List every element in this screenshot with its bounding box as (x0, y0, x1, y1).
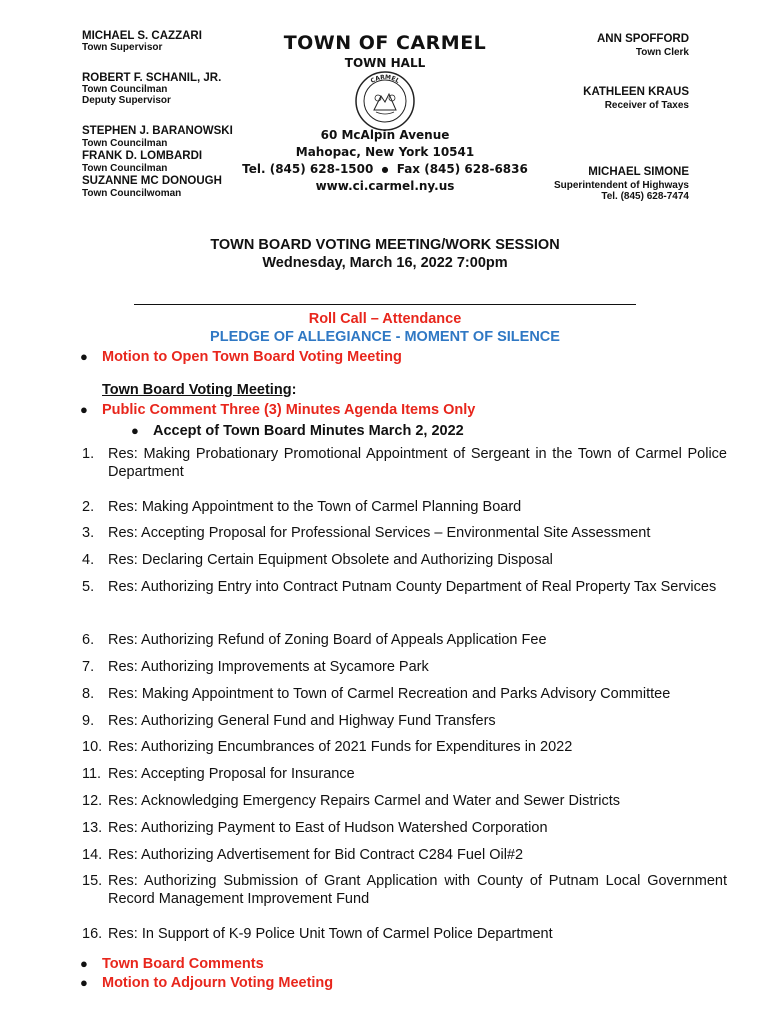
resolution-item (82, 631, 727, 649)
bullet-icon: ● (80, 956, 88, 971)
bullet-icon: ● (80, 349, 88, 364)
section-heading-text: Town Board Voting Meeting (102, 382, 292, 398)
address-line-2: Mahopac, New York 10541 (295, 145, 475, 159)
resolution-text: Res: Authorizing Refund of Zoning Board of Appeals Application Fee (108, 632, 547, 648)
resolution-number: 15. (82, 873, 103, 889)
official-title: Town Councilwoman (82, 187, 182, 199)
adjourn-motion (80, 975, 334, 991)
town-phone: Tel. (845) 628-1500 (242, 162, 374, 176)
meeting-date: Wednesday, March 16, 2022 7:00pm (262, 255, 508, 271)
section-heading-colon: : (291, 382, 297, 398)
resolution-number: 3. (82, 525, 95, 541)
official-name: SUZANNE MC DONOUGH (82, 175, 222, 187)
resolution-number: 16. (82, 926, 103, 942)
official-name: MICHAEL SIMONE (588, 166, 689, 178)
public-comment-text: Public Comment Three (3) Minutes Agenda Items Only (102, 402, 476, 418)
town-website: www.ci.carmel.ny.us (315, 179, 455, 193)
resolution-number: 14. (82, 847, 103, 863)
resolution-item (82, 792, 727, 810)
town-fax: Fax (845) 628-6836 (396, 162, 528, 176)
resolution-text: Res: Acknowledging Emergency Repairs Carmel and Water and Sewer Districts (108, 793, 621, 809)
resolution-item (82, 551, 727, 569)
roll-call: Roll Call – Attendance (308, 311, 462, 327)
resolution-number: 11. (82, 766, 102, 782)
resolution-text: Res: Declaring Certain Equipment Obsolete and Authorizing Disposal (108, 552, 553, 568)
section-heading (102, 382, 296, 398)
open-meeting-motion-text: Motion to Open Town Board Voting Meeting (102, 349, 402, 365)
official-name: MICHAEL S. CAZZARI (82, 30, 202, 42)
adjourn-motion-text: Motion to Adjourn Voting Meeting (102, 975, 334, 991)
seal-emblem (354, 70, 416, 132)
official-title: Town Councilman (82, 137, 168, 149)
official-name: FRANK D. LOMBARDI (82, 150, 203, 162)
resolution-item (82, 524, 727, 542)
resolution-text: Res: Making Probationary Promotional Appointment of Sergeant in the Town of Carmel Police Department (108, 446, 727, 480)
address-line-1: 60 McAlpin Avenue (320, 128, 450, 142)
resolution-item (82, 578, 727, 596)
resolution-text: Res: Accepting Proposal for Professional Services – Environmental Site Assessment (108, 525, 651, 541)
resolution-number: 6. (82, 632, 95, 648)
resolution-number: 13. (82, 820, 103, 836)
resolution-text: Res: Accepting Proposal for Insurance (108, 766, 355, 782)
resolution-item (82, 846, 727, 864)
svg-text:CARMEL (369, 74, 400, 85)
open-meeting-motion (80, 349, 402, 365)
resolution-number: 9. (82, 713, 95, 729)
resolution-text: Res: Authorizing General Fund and Highway Fund Transfers (108, 713, 496, 729)
official-title: Receiver of Taxes (604, 100, 689, 111)
divider-line (134, 304, 636, 305)
official-title: Superintendent of Highways (553, 180, 689, 191)
official-name: KATHLEEN KRAUS (583, 86, 689, 98)
resolution-item (82, 445, 727, 481)
meeting-title: TOWN BOARD VOTING MEETING/WORK SESSION (210, 237, 560, 253)
resolution-item (82, 658, 727, 676)
official-title: Deputy Supervisor (82, 95, 171, 106)
resolution-item (82, 712, 727, 730)
resolution-number: 10. (82, 739, 103, 755)
official-name: ROBERT F. SCHANIL, JR. (82, 72, 222, 84)
resolution-text: Res: In Support of K-9 Police Unit Town of Carmel Police Department (108, 926, 553, 942)
resolution-number: 4. (82, 552, 95, 568)
resolution-item (82, 925, 727, 943)
resolution-text: Res: Authorizing Entry into Contract Putnam County Department of Real Property Tax Services (108, 579, 717, 595)
letterhead-left-2 (82, 72, 282, 106)
separator-dot: ● (381, 165, 389, 174)
town-seal (354, 70, 416, 132)
official-title: Town Councilman (82, 162, 168, 174)
letterhead-right-1 (490, 33, 689, 58)
pledge-of-allegiance: PLEDGE OF ALLEGIANCE - MOMENT OF SILENCE (210, 329, 560, 345)
resolution-text: Res: Authorizing Submission of Grant Application with County of Putnam Local Government Record Management Improvement Fund (108, 873, 727, 907)
resolution-number: 1. (82, 446, 95, 462)
official-name: STEPHEN J. BARANOWSKI (82, 125, 233, 137)
bullet-icon: ● (80, 402, 88, 417)
official-title: Town Clerk (635, 47, 689, 58)
letterhead-right-2 (490, 86, 689, 111)
resolution-text: Res: Making Appointment to Town of Carmel Recreation and Parks Advisory Committee (108, 686, 671, 702)
resolution-item (82, 819, 727, 837)
official-title: Town Supervisor (82, 42, 163, 53)
official-title: Town Councilman (82, 84, 168, 95)
bullet-icon: ● (131, 423, 139, 438)
letterhead-right-3 (490, 166, 689, 202)
official-name: ANN SPOFFORD (597, 33, 689, 45)
resolution-number: 2. (82, 499, 95, 515)
resolution-number: 7. (82, 659, 95, 675)
town-title: TOWN OF CARMEL (283, 32, 487, 54)
accept-minutes (131, 423, 464, 439)
resolution-text: Res: Authorizing Encumbrances of 2021 Funds for Expenditures in 2022 (108, 739, 573, 755)
resolution-item (82, 872, 727, 908)
resolution-text: Res: Making Appointment to the Town of Carmel Planning Board (108, 499, 522, 515)
resolution-text: Res: Authorizing Improvements at Sycamore Park (108, 659, 429, 675)
accept-minutes-text: Accept of Town Board Minutes March 2, 2022 (153, 423, 464, 439)
resolution-item (82, 765, 727, 783)
public-comment (80, 402, 476, 418)
resolution-text: Res: Authorizing Advertisement for Bid Contract C284 Fuel Oil#2 (108, 847, 524, 863)
board-comments (80, 956, 264, 972)
resolution-item (82, 498, 727, 516)
bullet-icon: ● (80, 975, 88, 990)
seal-text: CARMEL (369, 73, 401, 85)
resolution-number: 5. (82, 579, 95, 595)
resolution-item (82, 685, 727, 703)
board-comments-text: Town Board Comments (102, 956, 264, 972)
official-title: Tel. (845) 628-7474 (601, 191, 689, 202)
meeting-heading (0, 236, 770, 272)
resolution-number: 8. (82, 686, 95, 702)
town-hall-label: TOWN HALL (344, 56, 426, 70)
resolution-number: 12. (82, 793, 103, 809)
resolution-text: Res: Authorizing Payment to East of Hudson Watershed Corporation (108, 820, 548, 836)
resolution-item (82, 738, 727, 756)
